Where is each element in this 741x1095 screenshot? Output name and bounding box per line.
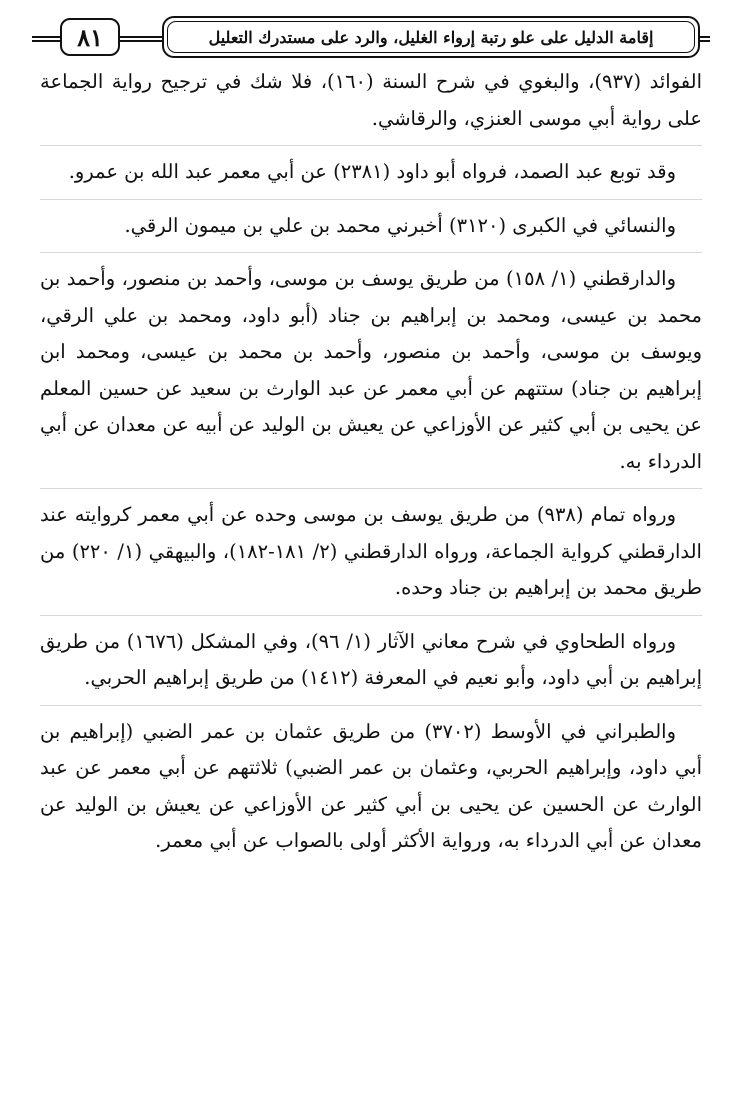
header-rule-left (32, 36, 60, 42)
paragraph-3: والنسائي في الكبرى (٣١٢٠) أخبرني محمد بن علي بن ميمون الرقي. (124, 213, 676, 237)
paragraph-5: ورواه تمام (٩٣٨) من طريق يوسف بن موسى وحده عن أبي معمر كروايته عند الدارقطني كرواية الجماعة، ورواه الدارقطني (٢/ ١٨١-١٨٢)، والبيهقي (١/ ٢٢٠) من طريق محمد بن إبراهيم بن جناد وحده. (40, 503, 702, 599)
paragraph-divider (40, 252, 702, 253)
paragraph-7: والطبراني في الأوسط (٣٧٠٢) من طريق عثمان بن عمر الضبي (إبراهيم بن أبي داود، وإبراهيم الحربي، وعثمان بن عمر الضبي) ثلاثتهم عن أبي معمر عن عبد الوارث عن الحسين عن يحيى بن أبي كثير عن الأوزاعي عن يعيش بن الوليد عن معدان عن أبي الدرداء به، ورواية الأكثر أولى بالصواب عن أبي معمر. (40, 719, 702, 852)
header-rule-right (700, 36, 710, 42)
paragraph-2: وقد توبع عبد الصمد، فرواه أبو داود (٢٣٨١) عن أبي معمر عبد الله بن عمرو. (68, 160, 676, 183)
paragraph-1: الفوائد (٩٣٧)، والبغوي في شرح السنة (١٦٠)، فلا شك في ترجيح رواية الجماعة على رواية أبي موسى العنزي، والرقاشي. (40, 70, 703, 130)
paragraph-divider (40, 705, 702, 706)
book-title: إقامة الدليل على علو رتبة إرواء الغليل، والرد على مستدرك التعليل (167, 21, 695, 53)
header-rule-middle (120, 36, 162, 42)
page-number: ٨١ (60, 18, 120, 56)
paragraph-divider (40, 199, 702, 200)
page-body (40, 64, 702, 860)
page-header (32, 16, 710, 62)
paragraph-6: ورواه الطحاوي في شرح معاني الآثار (١/ ٩٦)، وفي المشكل (١٦٧٦) من طريق إبراهيم بن أبي داود، وأبو نعيم في المعرفة (١٤١٢) من طريق إبراهيم الحربي. (40, 629, 702, 689)
paragraph-4: والدارقطني (١/ ١٥٨) من طريق يوسف بن موسى، وأحمد بن منصور، وأحمد بن محمد بن عيسى، ومحمد بن إبراهيم بن جناد (أبو داود، ومحمد بن علي الرقي، ويوسف بن موسى، وأحمد بن منصور، وأحمد بن محمد بن عيسى، ومحمد ابن إبراهيم بن جناد) ستتهم عن أبي معمر عن عبد الوارث بن سعيد عن حسين المعلم عن يحيى بن أبي كثير عن الأوزاعي عن يعيش بن الوليد عن أبيه عن معدان عن أبي الدرداء به. (40, 267, 702, 473)
paragraph-divider (40, 488, 702, 489)
paragraph-divider (40, 615, 702, 616)
paragraph-divider (40, 145, 702, 146)
book-title-frame (162, 16, 700, 58)
